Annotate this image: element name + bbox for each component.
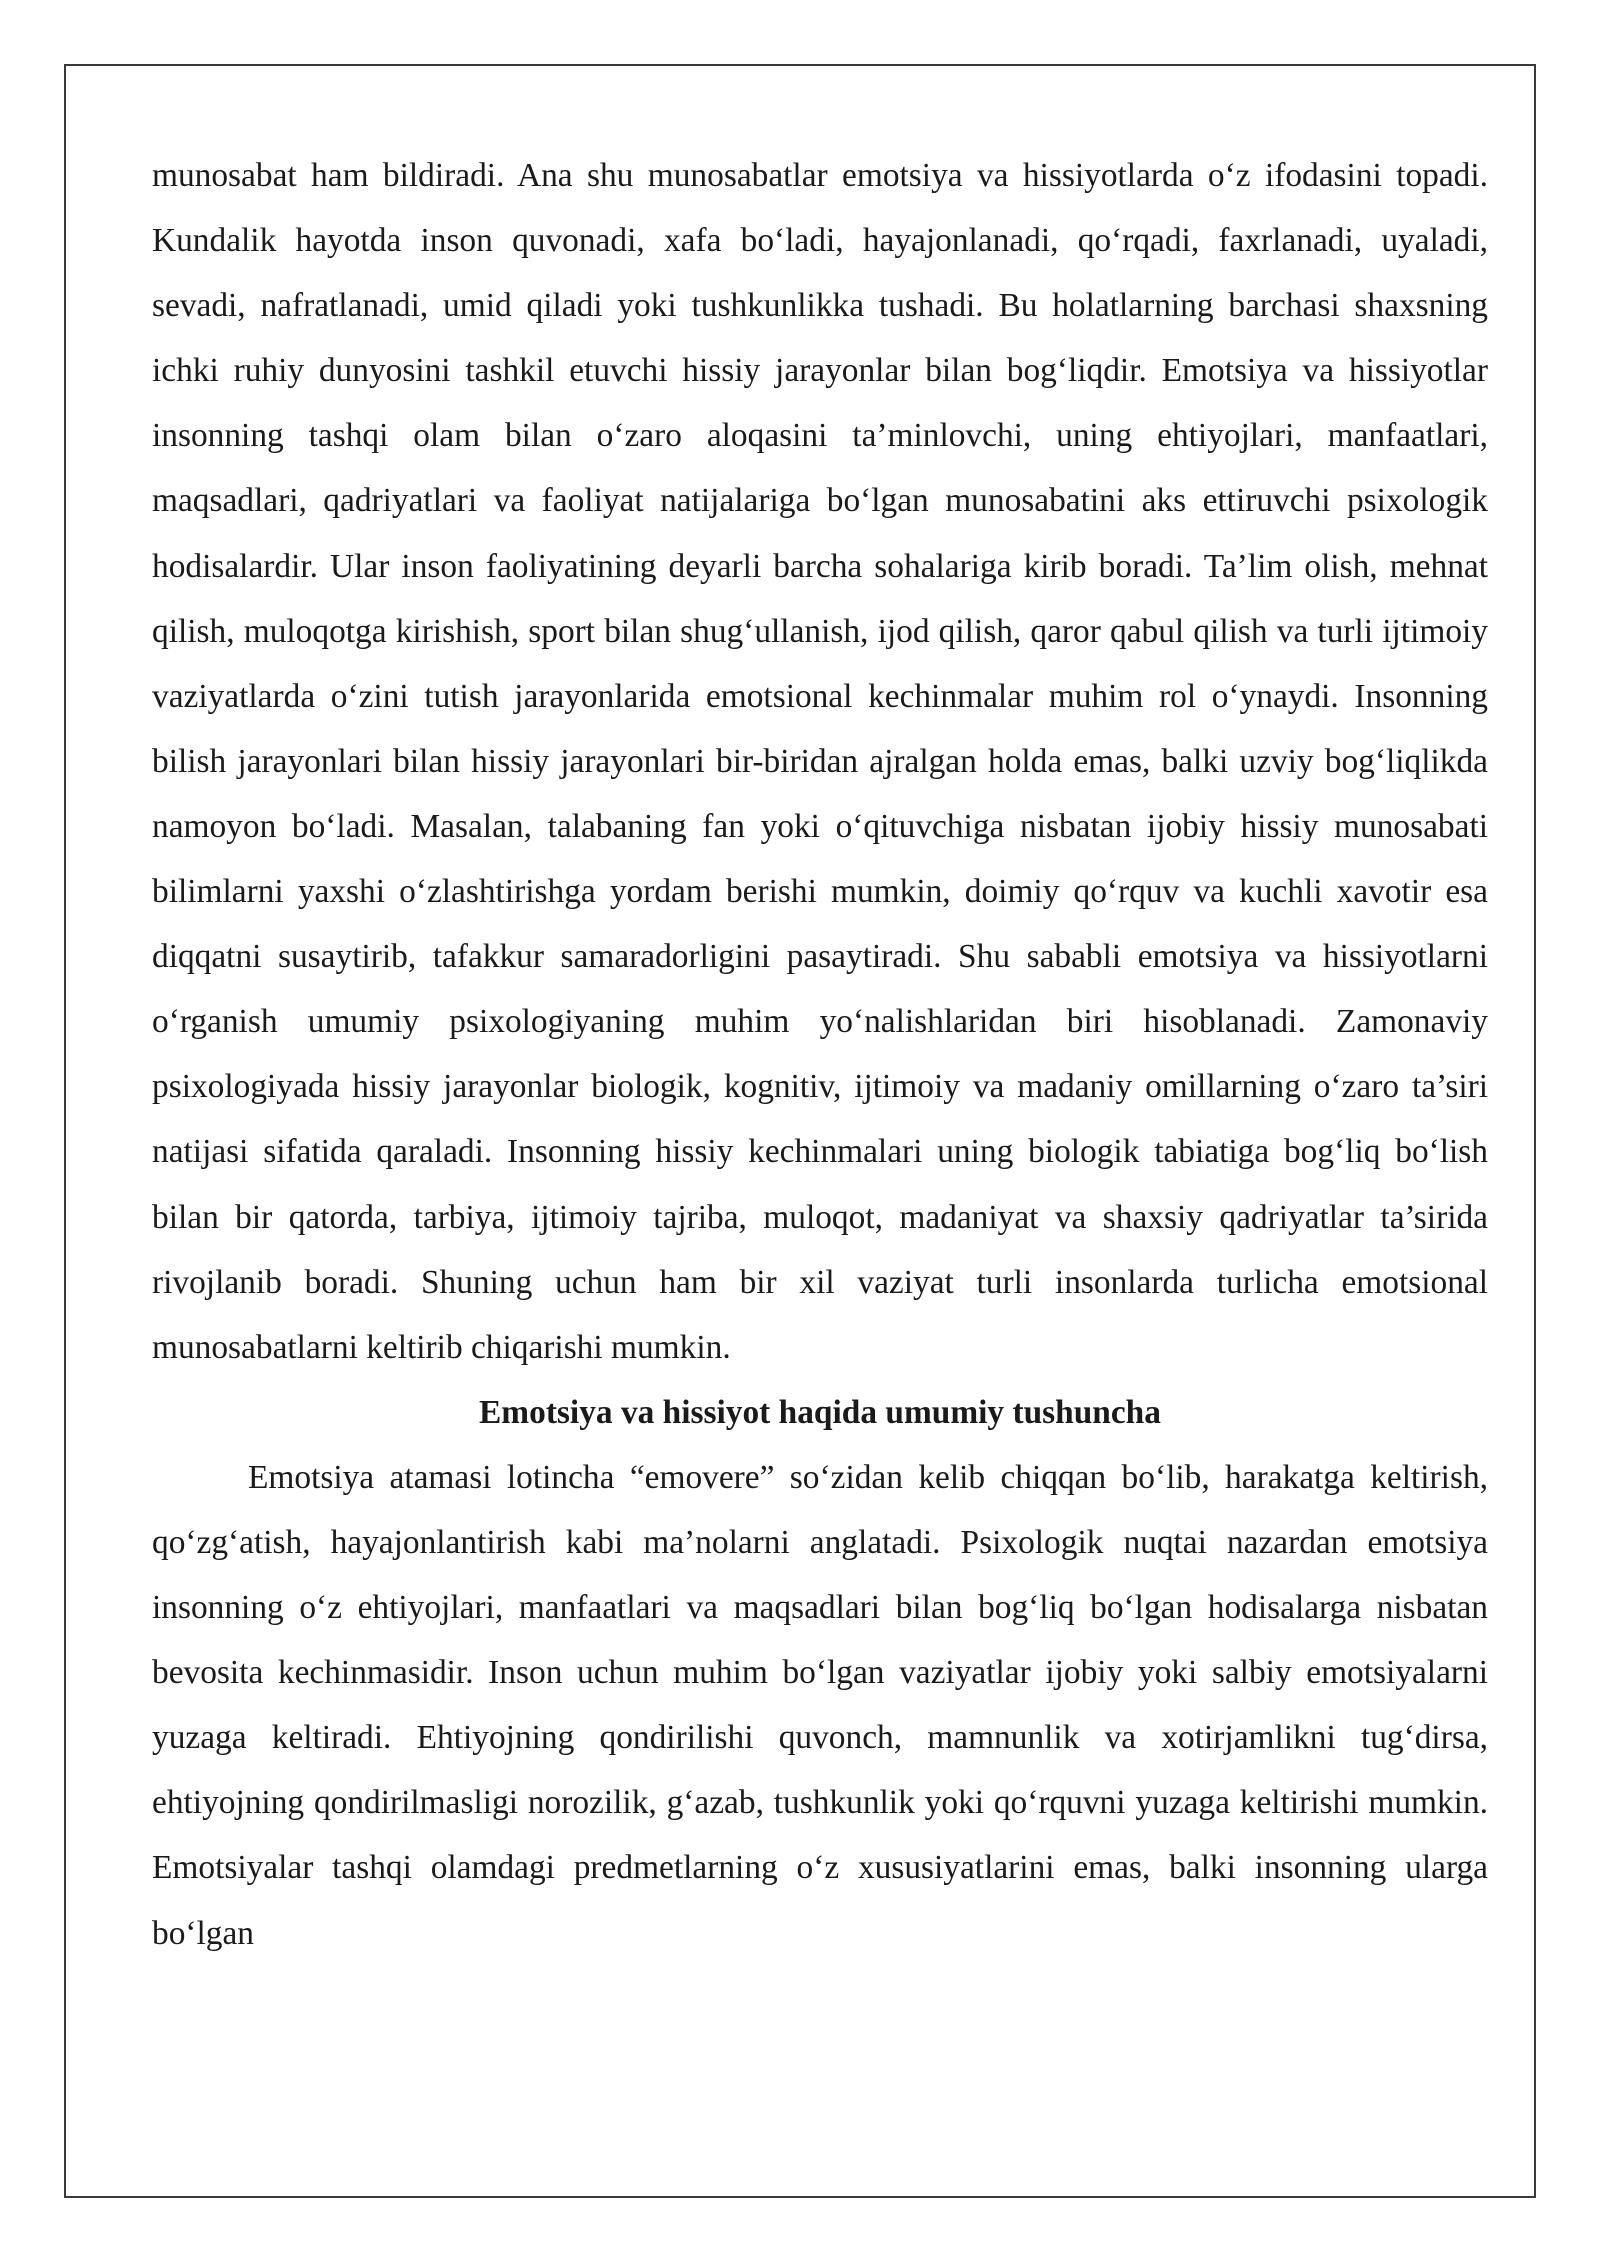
body-paragraph-1: munosabat ham bildiradi. Ana shu munosabatlar emotsiya va hissiyotlarda o‘z ifodasini topadi. Kundalik hayotda inson quvonadi, xafa bo‘ladi, hayajonlanadi, qo‘rqadi, faxrlanadi, uyaladi, sevadi, nafratlanadi, umid qiladi yoki tushkunlikka tushadi. Bu holatlarning barchasi shaxsning ichki ruhiy dunyosini tashkil etuvchi hissiy jarayonlar bilan bog‘liqdir. Emotsiya va hissiyotlar insonning tashqi olam bilan o‘zaro aloqasini ta’minlovchi, uning ehtiyojlari, manfaatlari, maqsadlari, qadriyatlari va faoliyat natijalariga bo‘lgan munosabatini aks ettiruvchi psixologik hodisalardir. Ular inson faoliyatining deyarli barcha sohalariga kirib boradi. Ta’lim olish, mehnat qilish, muloqotga kirishish, sport bilan shug‘ullanish, ijod qilish, qaror qabul qilish va turli ijtimoiy vaziyatlarda o‘zini tutish jarayonlarida emotsional kechinmalar muhim rol o‘ynaydi. Insonning bilish jarayonlari bilan hissiy jarayonlari bir-biridan ajralgan holda emas, balki uzviy bog‘liqlikda namoyon bo‘ladi. Masalan, talabaning fan yoki o‘qituvchiga nisbatan ijobiy hissiy munosabati bilimlarni yaxshi o‘zlashtirishga yordam berishi mumkin, doimiy qo‘rquv va kuchli xavotir esa diqqatni susaytirib, tafakkur samaradorligini pasaytiradi. Shu sababli emotsiya va hissiyotlarni o‘rganish umumiy psixologiyaning muhim yo‘nalishlaridan biri hisoblanadi. Zamonaviy psixologiyada hissiy jarayonlar biologik, kognitiv, ijtimoiy va madaniy omillarning o‘zaro ta’siri natijasi sifatida qaraladi. Insonning hissiy kechinmalari uning biologik tabiatiga bog‘liq bo‘lish bilan bir qatorda, tarbiya, ijtimoiy tajriba, muloqot, madaniyat va shaxsiy qadriyatlar ta’sirida rivojlanib boradi. Shuning uchun ham bir xil vaziyat turli insonlarda turlicha emotsional munosabatlarni keltirib chiqarishi mumkin. — [152, 157, 1488, 1366]
body-paragraph-2: Emotsiya atamasi lotincha “emovere” so‘zidan kelib chiqqan bo‘lib, harakatga keltirish, qo‘zg‘atish, hayajonlantirish kabi ma’nolarni anglatadi. Psixologik nuqtai nazardan emotsiya insonning o‘z ehtiyojlari, manfaatlari va maqsadlari bilan bog‘liq bo‘lgan hodisalarga nisbatan bevosita kechinmasidir. Inson uchun muhim bo‘lgan vaziyatlar ijobiy yoki salbiy emotsiyalarni yuzaga keltiradi. Ehtiyojning qondirilishi quvonch, mamnunlik va xotirjamlikni tug‘dirsa, ehtiyojning qondirilmasligi norozilik, g‘azab, tushkunlik yoki qo‘rquvni yuzaga keltirishi mumkin. Emotsiyalar tashqi olamdagi predmetlarning o‘z xususiyatlarini emas, balki insonning ularga bo‘lgan — [152, 1458, 1488, 1952]
section-heading: Emotsiya va hissiyot haqida umumiy tushuncha — [479, 1393, 1161, 1431]
page-body — [152, 143, 1488, 1966]
